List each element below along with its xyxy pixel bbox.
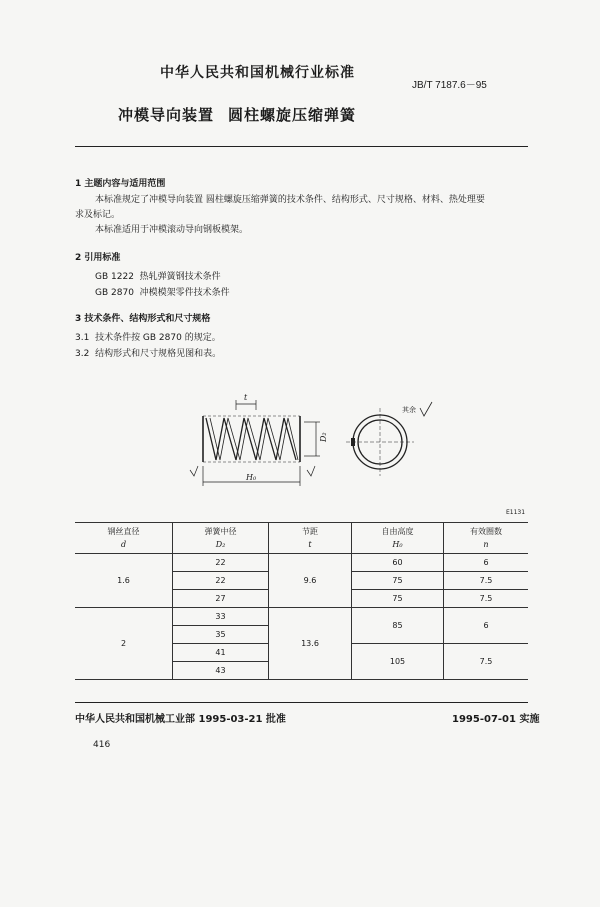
cell-wire-diameter: 1.6 <box>75 554 173 608</box>
figure-id: E1131 <box>506 509 526 516</box>
cell-pitch: 13.6 <box>269 608 352 680</box>
page-number: 416 <box>93 740 111 750</box>
cell-mean-diameter: 41 <box>173 644 269 662</box>
footer-rule <box>75 702 528 703</box>
header-label: 节距 <box>302 527 318 536</box>
reference-item <box>95 286 230 301</box>
section-1-para-2: 本标准适用于冲模滚动导向钢板模架。 <box>95 225 249 235</box>
spring-drawing <box>170 390 450 500</box>
column-header <box>352 523 444 554</box>
header-symbol: H₀ <box>392 540 403 549</box>
header-label: 有效圈数 <box>470 527 502 536</box>
cell-free-height: 105 <box>352 644 444 680</box>
section-1-para-1: 本标准规定了冲模导向装置 圆柱螺旋压缩弹簧的技术条件、结构形式、尺寸规格、材料、热处理要 <box>95 195 485 205</box>
header-symbol: d <box>120 540 127 549</box>
effective-date: 1995-07-01 实施 <box>452 714 540 725</box>
column-header <box>173 523 269 554</box>
cell-mean-diameter: 27 <box>173 590 269 608</box>
column-header <box>75 523 173 554</box>
label-pitch: t <box>244 393 248 402</box>
column-header <box>444 523 529 554</box>
cell-active-coils: 6 <box>444 608 529 644</box>
label-free-height: H₀ <box>246 473 257 482</box>
reference-code: GB 2870 <box>95 288 134 298</box>
reference-code: GB 1222 <box>95 272 134 282</box>
title-rule <box>75 146 528 147</box>
clause-item <box>75 331 221 346</box>
standard-name: 中华人民共和国机械行业标准 <box>160 65 355 81</box>
header-label: 自由高度 <box>381 527 414 536</box>
header-symbol: n <box>483 540 489 549</box>
document-title <box>118 104 356 125</box>
table-row <box>75 608 528 626</box>
standard-code: JB/T 7187.6－95 <box>412 80 487 91</box>
clause-item <box>75 347 221 362</box>
approval-line: 中华人民共和国机械工业部 1995-03-21 批准 <box>75 714 286 725</box>
section-1-heading: 1 主题内容与适用范围 <box>75 179 166 189</box>
clause-text: 结构形式和尺寸规格见图和表。 <box>95 349 222 359</box>
cell-free-height: 75 <box>352 572 444 590</box>
header-symbol: D₂ <box>215 540 226 549</box>
cell-mean-diameter: 22 <box>173 572 269 590</box>
header-symbol: t <box>308 540 312 549</box>
reference-name: 热轧弹簧钢技术条件 <box>139 272 221 282</box>
reference-name: 冲模模架零件技术条件 <box>139 288 230 298</box>
title-sub: 圆柱螺旋压缩弹簧 <box>228 106 357 124</box>
label-rest-roughness: 其余 <box>402 406 416 414</box>
spring-spec-table <box>75 522 528 680</box>
cell-mean-diameter: 22 <box>173 554 269 572</box>
cell-free-height: 85 <box>352 608 444 644</box>
table-header-row <box>75 523 528 554</box>
cell-active-coils: 7.5 <box>444 572 529 590</box>
clause-number: 3.1 <box>75 333 90 343</box>
section-3-heading: 3 技术条件、结构形式和尺寸规格 <box>75 314 211 324</box>
section-2-heading: 2 引用标准 <box>75 253 121 263</box>
cell-mean-diameter: 33 <box>173 608 269 626</box>
clause-number: 3.2 <box>75 349 90 359</box>
column-header <box>269 523 352 554</box>
cell-pitch: 9.6 <box>269 554 352 608</box>
cell-free-height: 75 <box>352 590 444 608</box>
header-label: 弹簧中径 <box>204 527 237 536</box>
header-label: 钢丝直径 <box>107 527 140 536</box>
label-mean-diameter: D₂ <box>319 432 328 442</box>
cell-wire-diameter: 2 <box>75 608 173 680</box>
clause-text: 技术条件按 GB 2870 的规定。 <box>95 333 221 343</box>
cell-active-coils: 7.5 <box>444 590 529 608</box>
table-row <box>75 554 528 572</box>
cell-active-coils: 6 <box>444 554 529 572</box>
reference-item <box>95 270 221 285</box>
title-main: 冲模导向装置 <box>118 106 215 124</box>
section-1-para-1-cont: 求及标记。 <box>75 210 121 220</box>
cell-active-coils: 7.5 <box>444 644 529 680</box>
cell-mean-diameter: 35 <box>173 626 269 644</box>
cell-mean-diameter: 43 <box>173 662 269 680</box>
cell-free-height: 60 <box>352 554 444 572</box>
